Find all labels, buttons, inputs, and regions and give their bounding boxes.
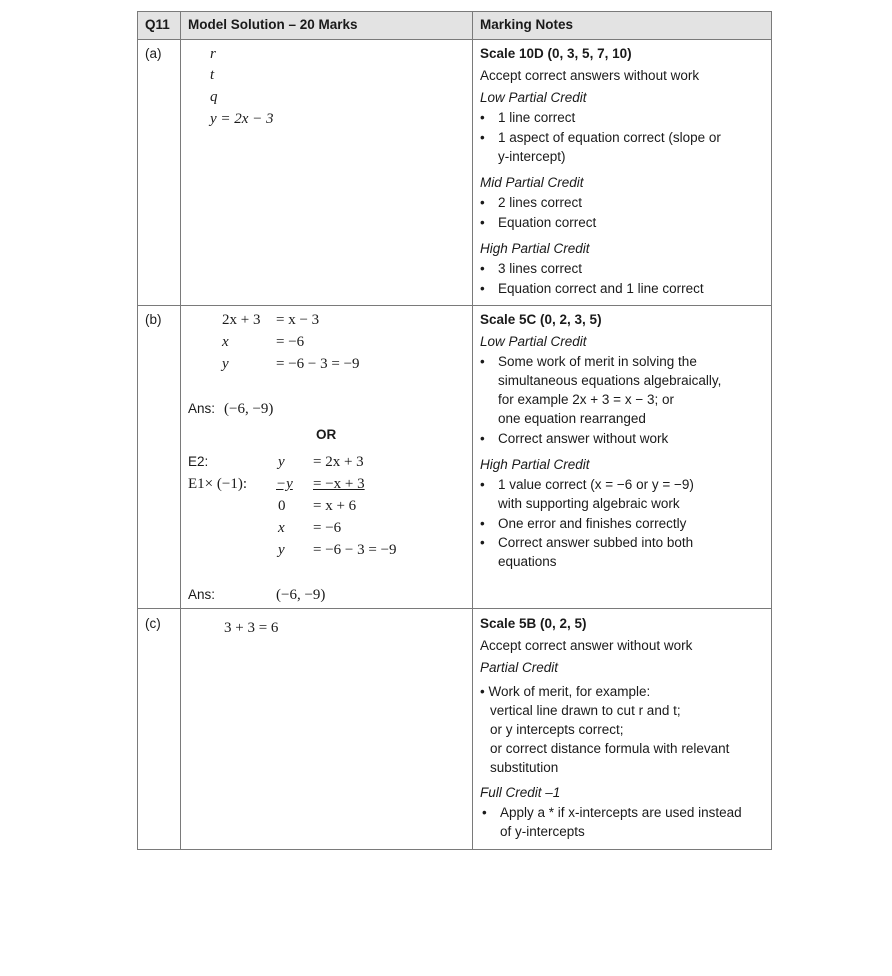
b-r3-left: 0 (278, 498, 286, 514)
b-low-1: • Some work of merit in solving the (498, 353, 697, 371)
b-e2-label: E2: (188, 454, 209, 469)
c-accept: Accept correct answer without work (480, 638, 693, 653)
a-high-2: • Equation correct and 1 line correct (498, 280, 704, 298)
a-line-3: q (210, 89, 218, 105)
b-e1-label: E1× (−1): (188, 476, 247, 492)
table-border-top (137, 11, 772, 12)
b-e2-right: = 2x + 3 (313, 454, 364, 470)
a-high-title: High Partial Credit (480, 241, 590, 256)
c-partial-2: vertical line drawn to cut r and t; (490, 703, 681, 718)
c-partial-title: Partial Credit (480, 660, 559, 675)
c-solution: 3 + 3 = 6 (224, 620, 279, 636)
b-l2-right: = −6 (276, 334, 305, 350)
row-divider-a-b (137, 305, 772, 306)
header-solution: Model Solution – 20 Marks (188, 17, 358, 32)
c-full-title: Full Credit –1 (480, 785, 561, 800)
a-low-title: Low Partial Credit (480, 90, 587, 105)
part-b-label: (b) (145, 312, 162, 327)
c-partial-3: or y intercepts correct; (490, 722, 624, 737)
header-question: Q11 (145, 17, 170, 32)
b-low-1c: for example 2x + 3 = x − 3; or (498, 392, 674, 407)
b-r4-right: = −6 (313, 520, 342, 536)
b-ans2-label: Ans: (188, 587, 216, 602)
c-partial-5: substitution (490, 760, 559, 775)
b-high-3: • Correct answer subbed into both (498, 534, 693, 552)
a-line-1: r (210, 46, 216, 62)
c-partial-1: • Work of merit, for example: (480, 684, 651, 699)
c-scale: Scale 5B (0, 2, 5) (480, 616, 587, 631)
b-l1-left: 2x + 3 (222, 312, 261, 328)
b-high-2: • One error and finishes correctly (498, 515, 686, 533)
a-equation: y = 2x − 3 (210, 111, 274, 127)
a-mid-title: Mid Partial Credit (480, 175, 584, 190)
b-high-1b: with supporting algebraic work (498, 496, 680, 511)
part-a-label: (a) (145, 46, 162, 61)
b-l1-right: = x − 3 (276, 312, 320, 328)
row-divider-b-c (137, 608, 772, 609)
a-scale: Scale 10D (0, 3, 5, 7, 10) (480, 46, 632, 61)
a-line-2: t (210, 67, 215, 83)
c-full-1b: of y-intercepts (500, 824, 585, 839)
table-border-left (137, 11, 138, 850)
b-ans2: (−6, −9) (276, 587, 326, 603)
b-high-1: • 1 value correct (x = −6 or y = −9) (498, 476, 694, 494)
b-ans1: (−6, −9) (224, 401, 274, 417)
b-low-2: • Correct answer without work (498, 430, 668, 448)
b-low-title: Low Partial Credit (480, 334, 587, 349)
col-divider-1 (180, 11, 181, 850)
a-high-1: • 3 lines correct (498, 260, 582, 278)
table-border-bottom (137, 849, 772, 850)
b-high-3b: equations (498, 554, 557, 569)
a-low-2b: y-intercept) (498, 149, 566, 164)
b-e1-left: −y (276, 476, 293, 492)
a-low-2: • 1 aspect of equation correct (slope or (498, 129, 721, 147)
b-ans1-label: Ans: (188, 401, 216, 416)
header-notes: Marking Notes (480, 17, 574, 32)
table-border-right (771, 11, 772, 850)
a-low-1: • 1 line correct (498, 109, 575, 127)
b-r4-left: x (278, 520, 285, 536)
b-low-1b: simultaneous equations algebraically, (498, 373, 722, 388)
b-r3-right: = x + 6 (313, 498, 357, 514)
b-e2-left: y (278, 454, 285, 470)
part-c-label: (c) (145, 616, 161, 631)
b-l3-left: y (222, 356, 229, 372)
a-mid-1: • 2 lines correct (498, 194, 582, 212)
c-partial-4: or correct distance formula with relevant (490, 741, 730, 756)
b-scale: Scale 5C (0, 2, 3, 5) (480, 312, 602, 327)
b-low-1d: one equation rearranged (498, 411, 646, 426)
a-accept: Accept correct answers without work (480, 68, 700, 83)
b-l2-left: x (222, 334, 229, 350)
c-full-1: • Apply a * if x-intercepts are used instead (500, 804, 742, 822)
b-or: OR (316, 427, 337, 442)
col-divider-2 (472, 11, 473, 850)
b-e1-right: = −x + 3 (313, 476, 365, 492)
b-r5-left: y (278, 542, 285, 558)
b-r5-right: = −6 − 3 = −9 (313, 542, 397, 558)
b-l3-right: = −6 − 3 = −9 (276, 356, 360, 372)
b-high-title: High Partial Credit (480, 457, 590, 472)
header-divider (137, 39, 772, 40)
a-mid-2: • Equation correct (498, 214, 596, 232)
